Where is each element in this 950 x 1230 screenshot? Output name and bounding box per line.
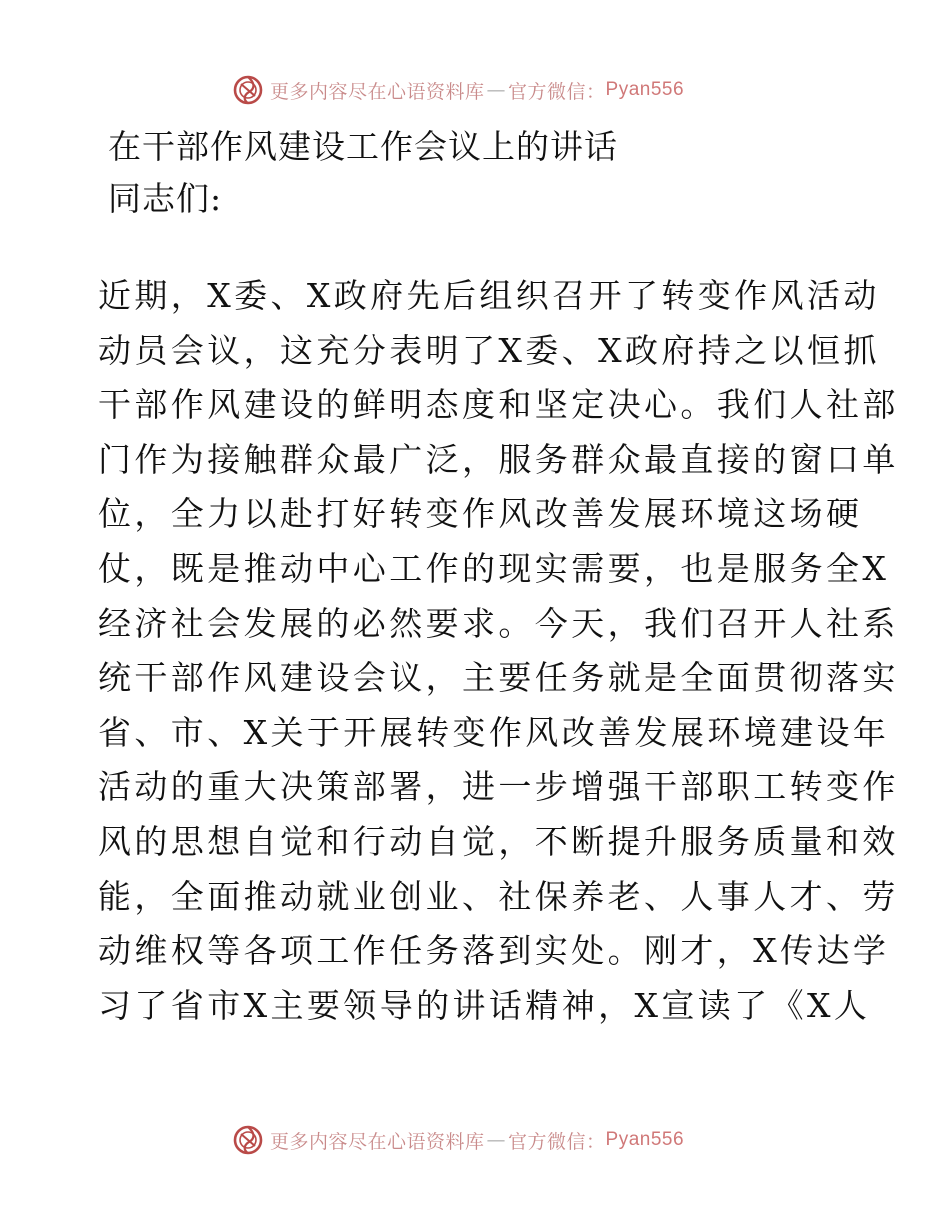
footer-dash: — [486,1129,507,1151]
body-line: 动员会议，这充分表明了X委、X政府持之以恒抓 [98,330,880,370]
body-line: 能，全面推动就业创业、社保养老、人事人才、劳 [98,876,899,916]
body-line: 近期，X委、X政府先后组织召开了转变作风活动 [98,276,880,315]
body-line: 动维权等各项工作任务落到实处。刚才，X传达学 [98,931,890,971]
brand-logo-icon [232,74,264,106]
header-wechat-id: Pyan556 [605,79,685,100]
document-body [98,269,899,1033]
body-line: 经济社会发展的必然要求。今天，我们召开人社系 [98,603,899,643]
salutation: 同志们: [108,179,223,218]
document-title: 在干部作风建设工作会议上的讲话 [108,127,618,166]
footer-watermark [232,1124,684,1156]
body-line: 习了省市X主要领导的讲话精神，X宣读了《X人 [98,985,871,1025]
footer-watermark-banner [0,1120,950,1160]
body-line: 位，全力以赴打好转变作风改善发展环境这场硬 [98,494,863,534]
footer-wechat-label: 官方微信： [508,1130,606,1153]
footer-wechat-id: Pyan556 [605,1129,685,1150]
body-line: 省、市、X关于开展转变作风改善发展环境建设年 [98,712,890,752]
header-site-text: 更多内容尽在心语资料库 [270,80,485,103]
footer-site-text: 更多内容尽在心语资料库 [270,1130,485,1153]
header-watermark-banner [0,70,950,110]
body-line: 干部作风建设的鲜明态度和坚定决心。我们人社部 [98,385,899,425]
body-line: 统干部作风建设会议，主要任务就是全面贯彻落实 [98,658,899,698]
body-line: 门作为接触群众最广泛，服务群众最直接的窗口单 [98,439,899,479]
header-watermark [232,74,684,106]
brand-logo-icon [232,1124,264,1156]
body-line: 仗，既是推动中心工作的现实需要，也是服务全X [98,548,890,588]
body-line: 活动的重大决策部署，进一步增强干部职工转变作 [98,767,899,807]
header-wechat-label: 官方微信： [508,80,606,103]
header-dash: — [486,79,507,101]
body-line: 风的思想自觉和行动自觉，不断提升服务质量和效 [98,821,899,861]
